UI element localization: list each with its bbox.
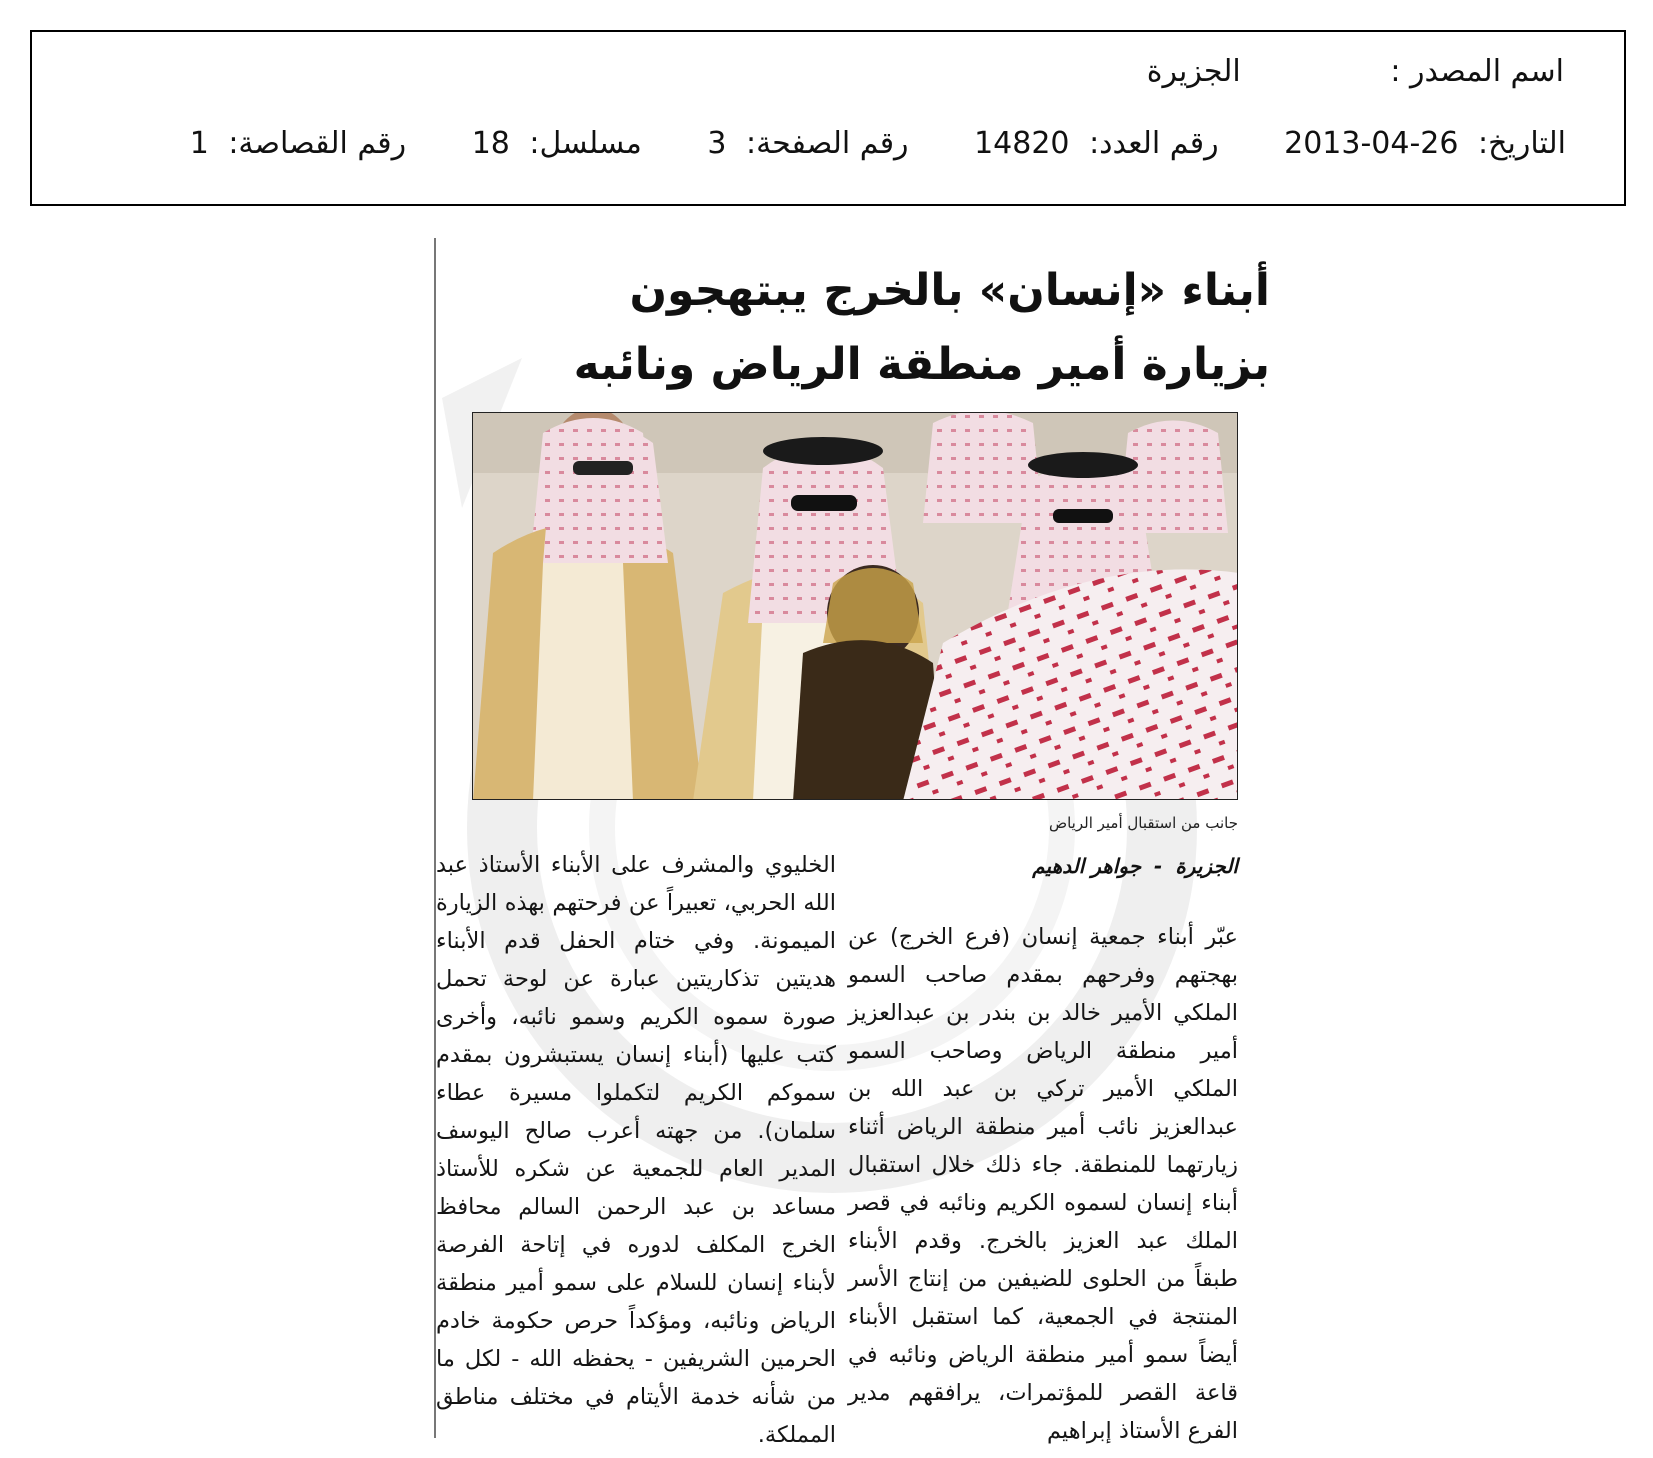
serial-label: مسلسل: — [529, 126, 642, 161]
serial-field — [472, 126, 642, 161]
article-column-right — [848, 918, 1238, 1450]
source-row — [1147, 54, 1564, 89]
photo-caption: جانب من استقبال أمير الرياض — [1048, 814, 1238, 832]
clip-number-field — [190, 126, 406, 161]
issue-number-value: 14820 — [974, 126, 1070, 161]
clip-number-value: 1 — [189, 126, 209, 161]
article-column-left — [436, 846, 836, 1454]
byline-source: الجزيرة — [1175, 854, 1238, 878]
date-value: 2013-04-26 — [1284, 126, 1459, 161]
page-number-field — [707, 126, 908, 161]
source-label: اسم المصدر : — [1390, 54, 1564, 89]
source-metadata-box — [30, 30, 1626, 206]
date-label: التاريخ: — [1478, 126, 1566, 161]
page-number-value: 3 — [707, 126, 727, 161]
serial-value: 18 — [471, 126, 510, 161]
issue-details-row — [190, 126, 1566, 161]
issue-number-label: رقم العدد: — [1089, 126, 1219, 161]
newspaper-clipping — [402, 238, 1270, 1448]
article-body-part-1: عبّر أبناء جمعية إنسان (فرع الخرج) عن بهجتهم وفرحهم بمقدم صاحب السمو الملكي الأمير خالد بن بندر بن عبدالعزيز أمير منطقة الرياض وصاحب السمو الملكي الأمير تركي بن عبد الله بن عبدالعزيز نائب أمير منطقة الرياض أثناء زيارتهما للمنطقة. جاء ذلك خلال استقبال أبناء إنسان لسموه الكريم ونائبه في قصر الملك عبد العزيز بالخرج. وقدم الأبناء طبقاً من الحلوى للضيفين من إنتاج الأسر المنتجة في الجمعية، كما استقبل الأبناء أيضاً سمو أمير منطقة الرياض ونائبه في قاعة القصر للمؤتمرات، يرافقهم مدير الفرع الأستاذ إبراهيم — [848, 924, 1238, 1444]
date-field — [1284, 126, 1566, 161]
article-byline — [1032, 854, 1238, 878]
issue-number-field — [974, 126, 1218, 161]
article-headline: أبناء «إنسان» بالخرج يبتهجون بزيارة أمير منطقة الرياض ونائبه — [573, 265, 1270, 390]
byline-author: جواهر الدهيم — [1032, 854, 1142, 878]
byline-separator: - — [1154, 854, 1163, 878]
clip-number-label: رقم القصاصة: — [228, 126, 407, 161]
article-body-part-2: الخليوي والمشرف على الأبناء الأستاذ عبد الله الحربي، تعبيراً عن فرحتهم بهذه الزيارة الميمونة. وفي ختام الحفل قدم الأبناء هديتين تذكاريتين عبارة عن لوحة تحمل صورة سموه الكريم وسمو نائبه، وأخرى كتب عليها (أبناء إنسان يستبشرون بمقدم سموكم الكريم لتكملوا مسيرة عطاء سلمان). من جهته أعرب صالح اليوسف المدير العام للجمعية عن شكره للأستاذ مساعد بن عبد الرحمن السالم محافظ الخرج المكلف لدوره في إتاحة الفرصة لأبناء إنسان للسلام على سمو أمير منطقة الرياض ونائبه، ومؤكداً حرص حكومة خادم الحرمين الشريفين - يحفظه الله - لكل ما من شأنه خدمة الأيتام في مختلف مناطق المملكة. — [436, 852, 836, 1448]
source-value: الجزيرة — [1146, 54, 1241, 89]
photo-illustration — [473, 413, 1238, 800]
article-photo — [472, 412, 1238, 800]
page-number-label: رقم الصفحة: — [745, 126, 909, 161]
